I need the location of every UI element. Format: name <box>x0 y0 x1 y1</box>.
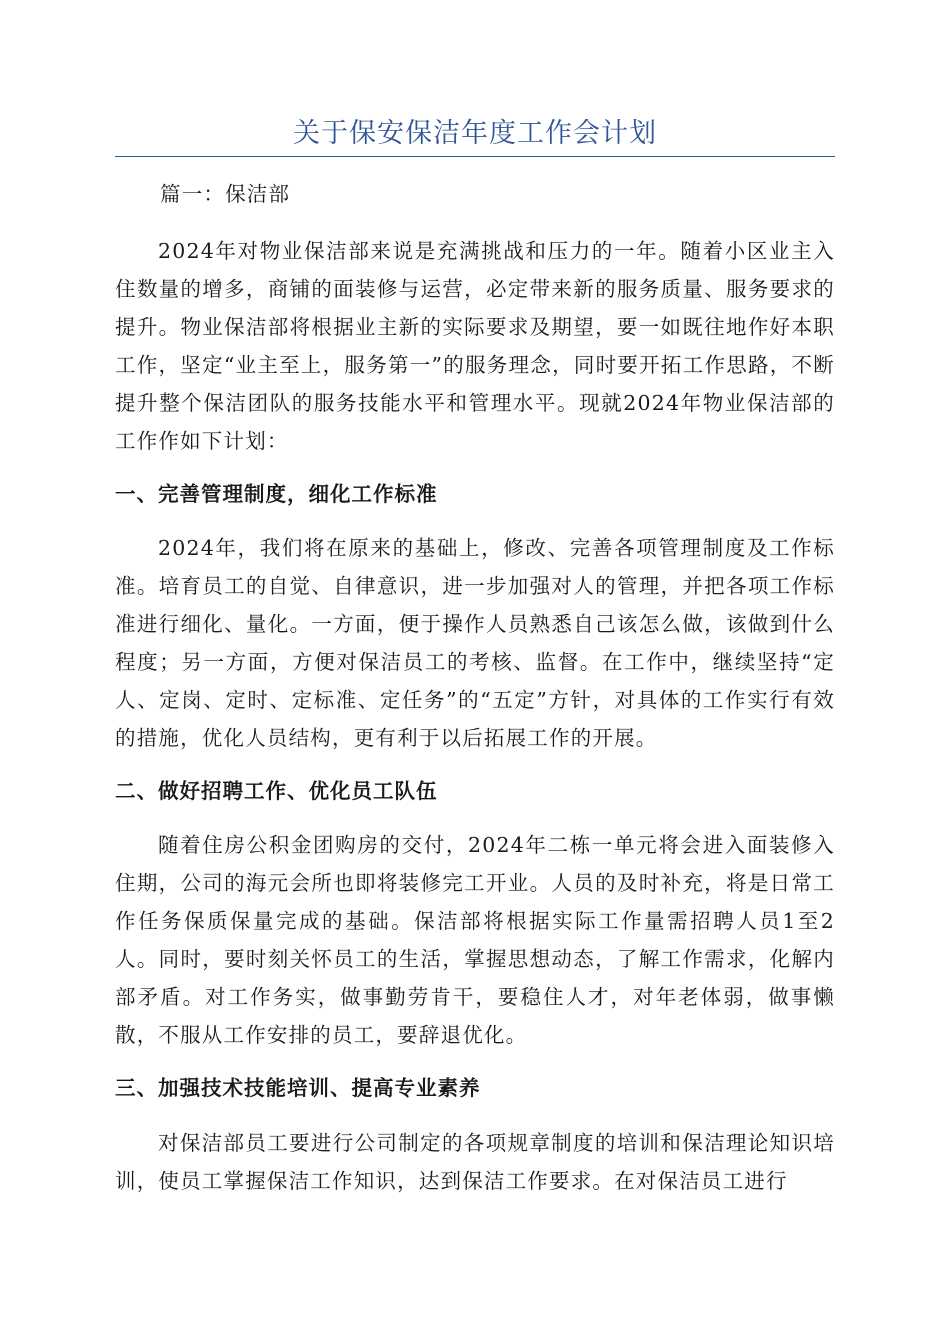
section-1-body: 2024年，我们将在原来的基础上，修改、完善各项管理制度及工作标准。培育员工的自觉、自律意识，进一步加强对人的管理，并把各项工作标准进行细化、量化。一方面，便于操作人员熟悉自己该怎么做，该做到什么程度；另一方面，方便对保洁员工的考核、监督。在工作中，继续坚持“定人、定岗、定时、定标准、定任务”的“五定”方针，对具体的工作实行有效的措施，优化人员结构，更有利于以后拓展工作的开展。 <box>115 536 835 750</box>
section-3-body: 对保洁部员工要进行公司制定的各项规章制度的培训和保洁理论知识培训，使员工掌握保洁工作知识，达到保洁工作要求。在对保洁员工进行 <box>115 1131 835 1193</box>
section-label: 篇一：保洁部 <box>160 182 291 206</box>
document-title: 关于保安保洁年度工作会计划 <box>115 112 835 157</box>
section-2-body: 随着住房公积金团购房的交付，2024年二栋一单元将会进入面装修入住期，公司的海元会所也即将装修完工开业。人员的及时补充，将是日常工作任务保质保量完成的基础。保洁部将根据实际工作量需招聘人员1至2人。同时，要时刻关怀员工的生活，掌握思想动态，了解工作需求，化解内部矛盾。对工作务实，做事勤劳肯干，要稳住人才，对年老体弱，做事懒散，不服从工作安排的员工，要辞退优化。 <box>115 833 835 1047</box>
section-2-heading: 二、做好招聘工作、优化员工队伍 <box>115 779 438 803</box>
section-3-heading: 三、加强技术技能培训、提高专业素养 <box>115 1076 481 1100</box>
section-1-heading: 一、完善管理制度，细化工作标准 <box>115 482 438 506</box>
intro-paragraph: 2024年对物业保洁部来说是充满挑战和压力的一年。随着小区业主入住数量的增多，商铺的面装修与运营，必定带来新的服务质量、服务要求的提升。物业保洁部将根据业主新的实际要求及期望，要一如既往地作好本职工作，坚定“业主至上，服务第一”的服务理念，同时要开拓工作思路，不断提升整个保洁团队的服务技能水平和管理水平。现就2024年物业保洁部的工作作如下计划： <box>115 239 835 453</box>
